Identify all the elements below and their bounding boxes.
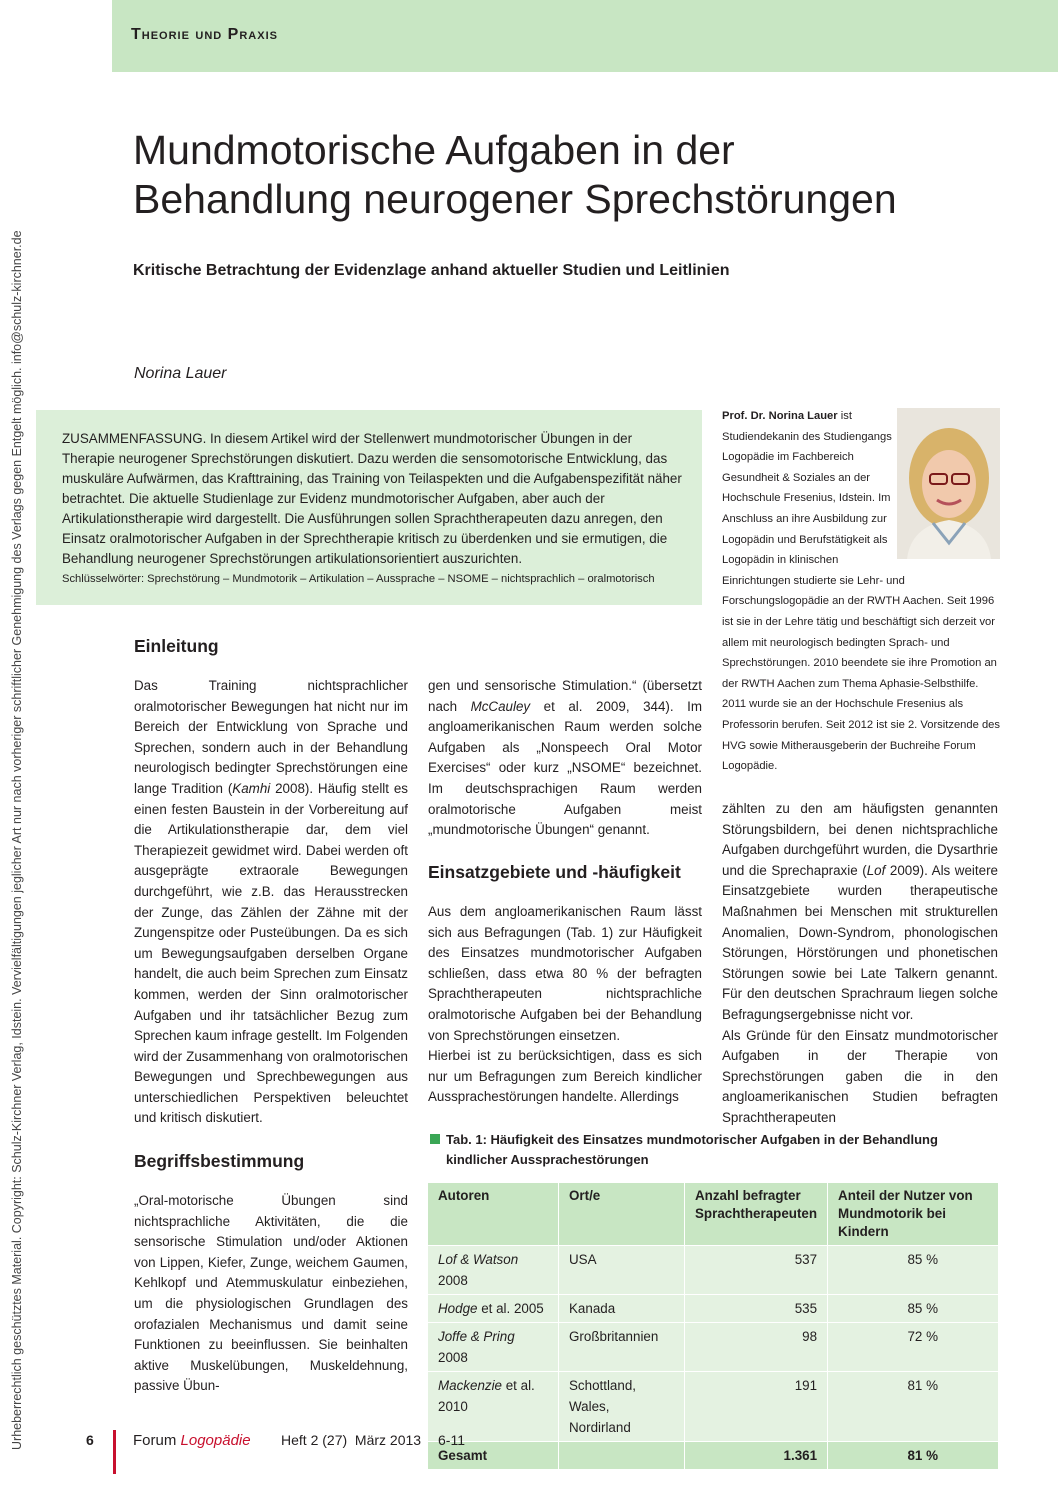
keywords: Schlüsselwörter: Sprechstörung – Mundmotorik – Artikulation – Aussprache – NSOME – nichtsprachlich – oralmotorisch: [62, 573, 655, 585]
abstract-text: ZUSAMMENFASSUNG. In diesem Artikel wird der Stellenwert mundmotorischer Übungen in der Therapie neurogener Sprechstörungen diskutiert. Dazu werden die sensomotorische Entwicklung, das muskuläre Aufwärmen, das Krafttraining, das Training von Teilaspekten und die Aufgabenspezifität näher betrachtet. Die aktuelle Studienlage zur Evidenz mundmotorischer Aufgaben, aber auch der Artikulationstherapie wird dargestellt. Die Ausführungen sollen Sprachtherapeuten dazu anregen, den Einsatz oralmotorischer Aufgaben in der Sprechtherapie kritisch zu überdenken und sie ermutigen, die Behandlung neurogener Sprechstörungen artikulationsorientiert auszurichten.: [62, 431, 682, 566]
col-header-share: Anteil der Nutzer von Mundmotorik bei Kindern: [828, 1183, 998, 1246]
footer-divider: [113, 1430, 116, 1474]
article-title: [133, 126, 1013, 224]
table-header-row: [428, 1183, 998, 1246]
heading-einleitung: Einleitung: [134, 636, 219, 656]
title-line-2: Behandlung neurogener Sprechstörungen: [133, 176, 897, 222]
issue-info: Heft 2 (27) März 2013: [281, 1432, 422, 1448]
bio-name: Prof. Dr. Norina Lauer: [722, 410, 838, 422]
table-total-row: Gesamt 1.361 81 %: [428, 1442, 998, 1470]
author-bio: [722, 406, 1002, 777]
heading-begriffsbestimmung: Begriffsbestimmung: [134, 1151, 305, 1171]
article-subtitle: Kritische Betrachtung der Evidenzlage anhand aktueller Studien und Leitlinien: [133, 262, 730, 279]
bio-text: ist Studiendekanin des Studiengangs Logopädie im Fachbereich Gesundheit & Soziales an der Hochschule Fresenius, Idstein. Im Anschluss an ihre Ausbildung zur Logopädin und Berufstätigkeit als Logopädin in klinischen Einrichtungen studierte sie Lehr- und Forschungslogopädie an der RWTH Aachen. Seit 1996 ist sie in der Lehre tätig und beschäftigt sich derzeit vor allem mit neurologisch bedingten Sprach- und Sprechstörungen. 2010 beendete sie ihre Promotion an der RWTH Aachen zum Thema Aphasie-Selbsthilfe. 2011 wurde sie an der Hochschule Fresenius als Professorin berufen. Seit 2012 ist sie 2. Vorsitzende des HVG sowie Mitherausgeberin der Buchreihe Forum Logopädie.: [722, 410, 1000, 773]
page-range: 6-11: [438, 1432, 465, 1448]
text-einsatzgebiete: Aus dem angloamerikanischen Raum lässt sich aus Befragungen (Tab. 1) zur Häufigkeit des Einsatzes mundmotorischer Aufgaben schließen, dass etwa 80 % der befragten Sprachtherapeuten nichtsprachliche oralmotorische Aufgaben bei der Behandlung von Sprechstörungen einsetzen. Hierbei ist zu berücksichtigen, dass es sich nur um Befragungen zum Bereich kindlicher Aussprachestörungen handelte. Allerdings: [428, 904, 702, 1105]
title-line-1: Mundmotorische Aufgaben in der: [133, 127, 735, 173]
section-label: Theorie und Praxis: [131, 26, 278, 43]
table-frequency: [428, 1183, 998, 1469]
heading-einsatzgebiete: Einsatzgebiete und -häufigkeit: [428, 862, 681, 882]
caption-marker-icon: [430, 1134, 440, 1144]
text-begriffsbestimmung: „Oral-motorische Übungen sind nichtsprachliche Aktivitäten, die die sensorische Stimulation und/oder Aktionen von Lippen, Kiefer, Zunge, weichem Gaumen, Kehlkopf und Atemmuskulatur einbeziehen, um die physiologischen Grundlagen des orofazialen Mechanismus und damit seine Funktionen zu beeinflussen. Sie beinhalten aktive Muskelübungen, Muskeldehnung, passive Übun-: [134, 1193, 408, 1394]
text-col2-top: gen und sensorische Stimulation.“ (übersetzt nach McCauley et al. 2009, 344). Im angloamerikanischen Raum werden solche Aufgaben als „Nonspeech Oral Motor Exercises“ oder kurz „NSOME“ bezeichnet. Im deutschsprachigen Raum werden oralmotorische Aufgaben meist „mundmotorische Übungen“ genannt.: [428, 678, 702, 838]
col-header-count: Anzahl befragter Sprachtherapeuten: [685, 1183, 828, 1246]
col-header-authors: Autoren: [428, 1183, 559, 1246]
col-header-place: Ort/e: [559, 1183, 685, 1246]
table-row: Joffe & Pring 2008 Großbritannien 98 72 %: [428, 1323, 998, 1372]
text-col3: zählten zu den am häufigsten genannten Störungsbildern, bei denen nichtsprachliche Aufgaben durchgeführt wurden, die Dysarthrie und die Sprechapraxie (Lof 2009). Als weitere Einsatzgebiete wurden therapeutische Maßnahmen bei Menschen mit strukturellen Anomalien, Down-Syndrom, phonologischen Störungen, Hörstörungen und phonetischen Störungen sowie bei Late Talkern genannt. Für den deutschen Sprachraum liegen solche Befragungsergebnisse nicht vor. Als Gründe für den Einsatz mundmotorischer Aufgaben in der Therapie von Sprechstörungen gaben die in den angloamerikanischen Studien befragten Sprachtherapeuten: [722, 801, 998, 1125]
article-author: Norina Lauer: [134, 365, 227, 382]
page-number: 6: [86, 1432, 94, 1448]
table-row: Mackenzie et al. 2010 Schottland, Wales, Nordirland 191 81 %: [428, 1372, 998, 1442]
table-row: Lof & Watson 2008 USA 537 85 %: [428, 1246, 998, 1295]
side-copyright-notice: Urheberrechtlich geschütztes Material. Copyright: Schulz-Kirchner Verlag, Idstein. Vervielfältigungen jeglicher Art nur nach vorheriger schriftlicher Genehmigung des Verlags gegen Entgelt möglich. info@schulz-kirchner.de: [10, 230, 24, 1450]
text-einleitung: Das Training nichtsprachlicher oralmotorischer Bewegungen hat nicht nur im Bereich der Entwicklung von Sprache und Sprechen, sondern auch in der Behandlung neurologisch bedingter Sprechstörungen eine lange Tradition (Kamhi 2008). Häufig stellt es einen festen Baustein in der Vorbereitung auf die Artikulationstherapie dar, dem viel Therapiezeit gewidmet wird. Dabei werden oft ausgeprägte extraorale Bewegungen durchgeführt, wie z.B. das Herausstrecken der Zunge, das Zählen der Zähne mit der Zungenspitze oder Pusteübungen. Da es sich um Bewegungsaufgaben derselben Organe handelt, die auch beim Sprechen zum Einsatz kommen, werden der Sinn oralmotorischer Aufgaben und ihr tatsächlicher Bezug zum Sprechen kaum infrage gestellt. Im Folgenden wird der Zusammenhang von oralmotorischen Bewegungen und Sprechbewegungen aus unterschiedlichen Perspektiven beleuchtet und kritisch diskutiert.: [134, 678, 408, 1126]
journal-name: Forum Logopädie: [133, 1432, 251, 1449]
table-caption: Tab. 1: Häufigkeit des Einsatzes mundmotorischer Aufgaben in der Behandlung kindlicher Aussprachestörungen: [430, 1130, 1000, 1170]
table-row: Hodge et al. 2005 Kanada 535 85 %: [428, 1295, 998, 1323]
